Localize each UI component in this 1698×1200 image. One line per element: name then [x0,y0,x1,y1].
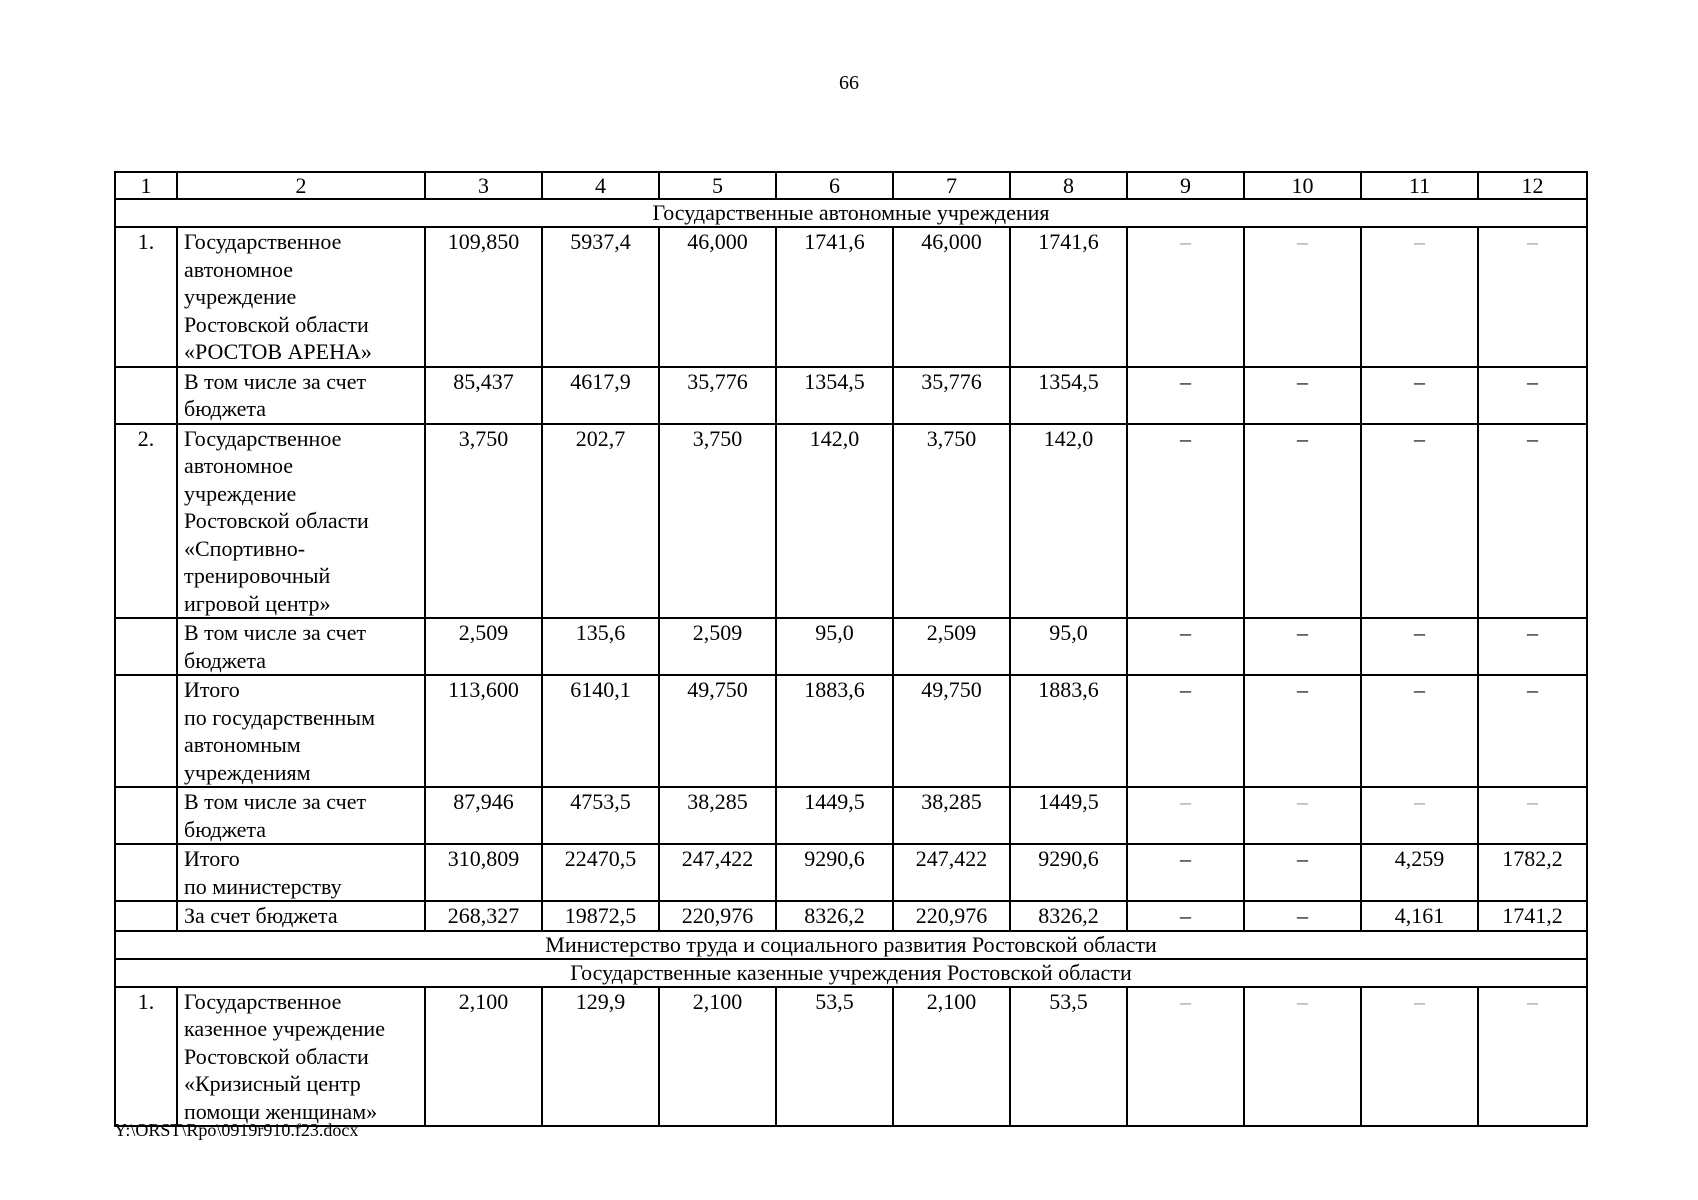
empty-value-dash: – [1244,618,1361,675]
row-index: 2. [115,424,177,619]
value-cell: 4,259 [1361,844,1478,901]
row-name-line: В том числе за счет [184,789,367,814]
empty-value-dash: – [1244,987,1361,1127]
value-cell: 113,600 [425,675,542,787]
value-cell: 109,850 [425,227,542,367]
row-name [177,787,425,844]
row-name-line: В том числе за счет [184,620,367,645]
value-cell: 9290,6 [776,844,893,901]
value-cell: 135,6 [542,618,659,675]
value-cell: 87,946 [425,787,542,844]
value-cell: 1741,6 [776,227,893,367]
value-cell: 1782,2 [1478,844,1587,901]
column-number: 5 [659,172,776,199]
row-index [115,844,177,901]
value-cell: 4,161 [1361,901,1478,931]
value-cell: 247,422 [893,844,1010,901]
empty-value-dash: – [1478,675,1587,787]
empty-value-dash: – [1244,367,1361,424]
value-cell: 247,422 [659,844,776,901]
empty-value-dash: – [1127,787,1244,844]
value-cell: 310,809 [425,844,542,901]
row-index [115,787,177,844]
value-cell: 2,509 [425,618,542,675]
section-row [115,959,1587,987]
table-row [115,675,1587,787]
row-name-line: бюджета [184,396,267,421]
value-cell: 4617,9 [542,367,659,424]
value-cell: 53,5 [776,987,893,1127]
value-cell: 19872,5 [542,901,659,931]
value-cell: 38,285 [659,787,776,844]
column-number: 2 [177,172,425,199]
file-path-footer: Y:\ORST\Rpo\0919r910.f23.docx [114,1120,359,1140]
column-number: 3 [425,172,542,199]
page-number: 66 [839,72,859,94]
row-name-line: Итого [184,677,240,702]
row-name-line: казенное учреждение [184,1016,385,1041]
table-row [115,618,1587,675]
empty-value-dash: – [1478,618,1587,675]
row-name-line: «Спортивно- [184,535,306,561]
value-cell: 2,100 [659,987,776,1127]
section-row [115,931,1587,959]
row-name-line: автономным [184,732,301,757]
empty-value-dash: – [1127,987,1244,1127]
value-cell: 142,0 [776,424,893,619]
value-cell: 53,5 [1010,987,1127,1127]
value-cell: 3,750 [893,424,1010,619]
row-index [115,901,177,931]
row-name-line: по министерству [184,873,342,899]
empty-value-dash: – [1361,675,1478,787]
row-name [177,424,425,619]
value-cell: 2,509 [893,618,1010,675]
column-number: 6 [776,172,893,199]
empty-value-dash: – [1244,675,1361,787]
value-cell: 8326,2 [1010,901,1127,931]
section-title-kazennye: Государственные казенные учреждения Ростовской области [115,959,1587,987]
value-cell: 85,437 [425,367,542,424]
empty-value-dash: – [1244,901,1361,931]
row-name-line: помощи женщинам» [184,1098,378,1124]
table-row [115,987,1587,1127]
column-number: 9 [1127,172,1244,199]
empty-value-dash: – [1127,618,1244,675]
value-cell: 9290,6 [1010,844,1127,901]
empty-value-dash: – [1127,227,1244,367]
value-cell: 1354,5 [1010,367,1127,424]
section-row [115,199,1587,227]
empty-value-dash: – [1478,424,1587,619]
value-cell: 1449,5 [1010,787,1127,844]
empty-value-dash: – [1127,424,1244,619]
value-cell: 95,0 [776,618,893,675]
value-cell: 46,000 [893,227,1010,367]
budget-table [114,171,1588,1127]
empty-value-dash: – [1244,844,1361,901]
row-name-line: Государственное [184,425,342,451]
row-name [177,227,425,367]
column-number: 11 [1361,172,1478,199]
empty-value-dash: – [1478,987,1587,1127]
row-name-line: бюджета [184,647,267,673]
empty-value-dash: – [1244,787,1361,844]
row-name-line: автономное [184,256,294,282]
empty-value-dash: – [1361,618,1478,675]
column-number: 10 [1244,172,1361,199]
table-row [115,227,1587,367]
budget-table-wrapper [114,171,1588,1127]
row-name-line: Ростовской области [184,1043,369,1069]
value-cell: 3,750 [425,424,542,619]
column-number: 1 [115,172,177,199]
row-name [177,987,425,1127]
row-name-line: Итого [184,846,240,871]
row-name [177,367,425,424]
column-number: 12 [1478,172,1587,199]
row-name-line: «РОСТОВ АРЕНА» [184,339,372,364]
value-cell: 1883,6 [1010,675,1127,787]
value-cell: 2,100 [893,987,1010,1127]
empty-value-dash: – [1244,227,1361,367]
row-index: 1. [115,987,177,1127]
value-cell: 49,750 [893,675,1010,787]
empty-value-dash: – [1127,675,1244,787]
row-name-line: Государственное [184,988,342,1014]
value-cell: 1354,5 [776,367,893,424]
value-cell: 49,750 [659,675,776,787]
row-index [115,618,177,675]
empty-value-dash: – [1127,901,1244,931]
empty-value-dash: – [1361,227,1478,367]
value-cell: 38,285 [893,787,1010,844]
empty-value-dash: – [1244,424,1361,619]
row-name-line: бюджета [184,816,267,842]
empty-value-dash: – [1361,787,1478,844]
empty-value-dash: – [1127,367,1244,424]
value-cell: 2,100 [425,987,542,1127]
table-row [115,901,1587,931]
value-cell: 46,000 [659,227,776,367]
value-cell: 1449,5 [776,787,893,844]
table-row [115,844,1587,901]
value-cell: 1741,2 [1478,901,1587,931]
value-cell: 268,327 [425,901,542,931]
row-name [177,901,425,931]
row-name-line: За счет бюджета [184,903,338,928]
value-cell: 5937,4 [542,227,659,367]
row-name [177,844,425,901]
row-name-line: учреждениям [184,759,311,785]
empty-value-dash: – [1478,787,1587,844]
value-cell: 22470,5 [542,844,659,901]
column-number: 7 [893,172,1010,199]
value-cell: 6140,1 [542,675,659,787]
empty-value-dash: – [1361,367,1478,424]
row-name-line: учреждение [184,480,297,506]
value-cell: 142,0 [1010,424,1127,619]
empty-value-dash: – [1127,844,1244,901]
empty-value-dash: – [1478,367,1587,424]
table-row [115,367,1587,424]
section-title-autonomous: Государственные автономные учреждения [115,199,1587,227]
column-number: 8 [1010,172,1127,199]
row-name-line: Ростовской области [184,508,369,533]
value-cell: 1741,6 [1010,227,1127,367]
value-cell: 3,750 [659,424,776,619]
column-number: 4 [542,172,659,199]
row-index [115,675,177,787]
row-name-line: «Кризисный центр [184,1071,361,1096]
value-cell: 202,7 [542,424,659,619]
row-name-line: В том числе за счет [184,368,367,394]
row-name [177,675,425,787]
value-cell: 129,9 [542,987,659,1127]
section-title-ministry: Министерство труда и социального развития Ростовской области [115,931,1587,959]
value-cell: 35,776 [659,367,776,424]
row-name-line: учреждение [184,284,297,309]
value-cell: 4753,5 [542,787,659,844]
row-name-line: тренировочный [184,563,331,588]
row-name-line: по государственным [184,704,375,730]
table-row [115,787,1587,844]
empty-value-dash: – [1361,987,1478,1127]
value-cell: 8326,2 [776,901,893,931]
row-index [115,367,177,424]
value-cell: 95,0 [1010,618,1127,675]
row-name-line: Ростовской области [184,311,369,337]
empty-value-dash: – [1361,424,1478,619]
row-name [177,618,425,675]
value-cell: 2,509 [659,618,776,675]
row-name-line: автономное [184,453,294,478]
empty-value-dash: – [1478,227,1587,367]
column-number-row [115,172,1587,199]
row-name-line: Государственное [184,229,342,254]
row-name-line: игровой центр» [184,590,331,616]
row-index: 1. [115,227,177,367]
value-cell: 220,976 [659,901,776,931]
value-cell: 220,976 [893,901,1010,931]
value-cell: 35,776 [893,367,1010,424]
value-cell: 1883,6 [776,675,893,787]
table-row [115,424,1587,619]
